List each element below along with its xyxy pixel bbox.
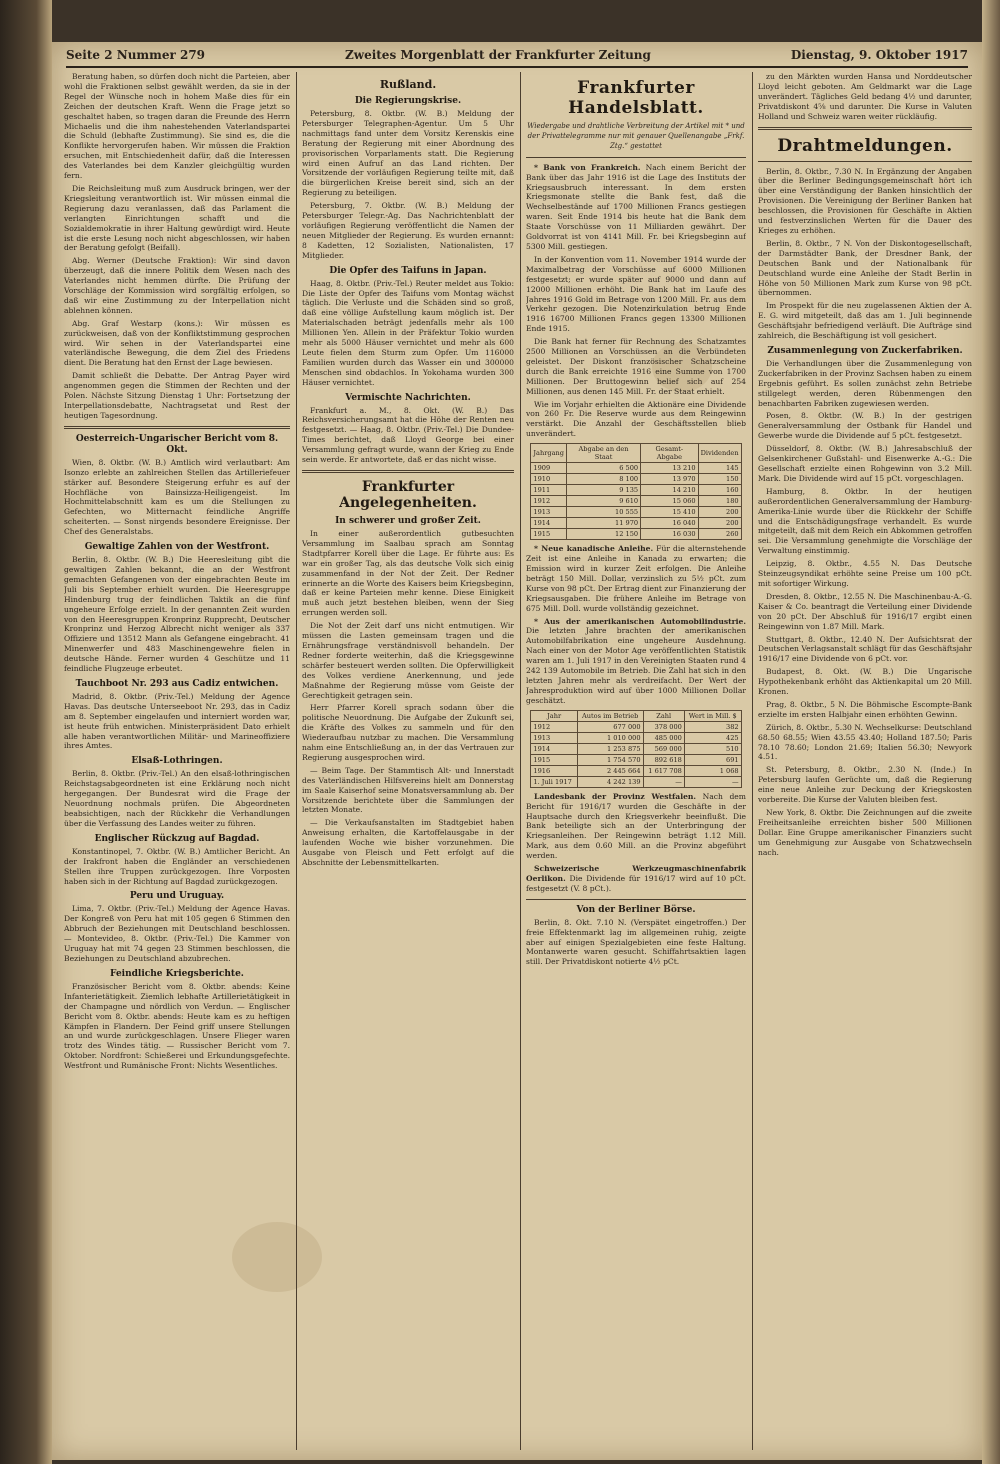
table-header-cell: Dividenden [698, 444, 741, 463]
article-text: Berlin, 8. Oktbr. (W. B.) Die Heeresleitung gibt die gewaltigen Zahlen bekannt, die an der Westfront gemachten Gefangenen von der eingebrachten Beute im Juli bis September erhielt wurden. Die Heeresgruppe Hindenburg trug der feindlichen Taktik an die fünf ungeheure Erfolge erzielt. In der genannten Zeit wurden von den Heeresgruppen Kronprinz Rupprecht, Deutscher Kronprinz und Herzog Albrecht nicht weniger als 337 Offiziere und 13512 Mann als Gefangene eingebracht. 41 Minenwerfer und 483 Maschinengewehre fielen in deutsche Hände. Ferner wurden 4 Geschütze und 11 feindliche Flugzeuge erbeutet. [64, 555, 290, 674]
headline: Elsaß-Lothringen. [131, 756, 223, 767]
article-text: Petersburg, 7. Oktbr. (W. B.) Meldung der Petersburger Telegr.-Ag. Das Nachrichtenblatt der vorläufigen Regierung veröffentlicht die Namen der neuen Mitglieder der Regierung. Es wurden ernannt: 8 Kadetten, 12 Sozialisten, Nationalisten, 17 Mitglieder. [302, 201, 514, 260]
table-cell: 1915 [531, 529, 567, 540]
table-header-cell: Jahr [531, 710, 577, 721]
table-cell: 2 445 664 [577, 765, 643, 776]
table-body [531, 721, 741, 787]
table-row [531, 721, 741, 732]
article-body: Nach einem Bericht der Bank über das Jahr 1916 ist die Lage des Instituts der Kriegsausbruch interessant. In dem ersten Kriegsmonate stellte die Bank fest, daß die Wechselbestände auf 1700 Millionen Francs gestiegen waren. Seit Ende 1914 bis heute hat die Bank dem Staate Vorschüsse von 11 Milliarden gewährt. Der Goldvorrat ist von 4141 Mill. Fr. bei Kriegsbeginn auf 5300 Mill. gestiegen. [526, 162, 746, 251]
article-text: Hamburg, 8. Oktbr. In der heutigen außerordentlichen Generalversammlung der Hamburg-Amerika-Linie wurde über die Rückkehr der Schiffe und die Entschädigungsfrage verhandelt. Es wurde mitgeteilt, daß mit dem Reich ein Abkommen getroffen sei. Die Versammlung genehmigte die Vorschläge der Verwaltung einstimmig. [758, 486, 972, 556]
article-text [526, 163, 746, 252]
divider [526, 899, 746, 900]
table-cell: 9 610 [567, 496, 641, 507]
table-header-cell: Jahrgang [531, 444, 567, 463]
divider [758, 161, 972, 162]
article-text: Im Prospekt für die neu zugelassenen Aktien der A. E. G. wird mitgeteilt, daß das am 1. Juli beginnende Geschäftsjahr befriedigend verläuft. Die Aufträge sind zahlreich, die Beschäftigung ist voll gesichert. [758, 301, 972, 341]
article-text: Abg. Graf Westarp (kons.): Wir müssen es zurückweisen, daß von der Konfliktstimmung gesprochen wird. Wir sehen in der Vaterlandspartei eine vaterländische Bewegung, die dem Ziel des Friedens dient. Die Beratung hat den Ernst der Lage bewiesen. [64, 318, 290, 368]
headline: Tauchboot Nr. 293 aus Cadiz entwichen. [75, 678, 279, 689]
table-cell: 892 618 [643, 754, 684, 765]
table-row [531, 732, 741, 743]
header-page-number: Seite 2 Nummer 279 [66, 48, 206, 62]
book-spine [0, 0, 52, 1464]
article-lead: * Bank von Frankreich. [534, 162, 641, 172]
header-date: Dienstag, 9. Oktober 1917 [790, 48, 968, 62]
table-cell: 382 [684, 721, 741, 732]
article-text: Französischer Bericht vom 8. Oktbr. abends: Keine Infanterietätigkeit. Ziemlich lebhafte Artillerietätigkeit in der Champagne und nördlich von Verdun. — Englischer Bericht vom 8. Oktbr. abends: Heute kam es zu heftigen Kämpfen in Flandern. Der Feind griff unsere Stellungen an und wurde zurückgeschlagen. Unsere Flieger waren trotz des Windes tätig. — Russischer Bericht vom 7. Oktober. Nordfront: Schießerei und Erkundungsgefechte. Westfront und Rumänische Front: Nichts Wesentliches. [64, 981, 290, 1071]
table-cell: 180 [698, 496, 741, 507]
article-text: St. Petersburg, 8. Oktbr., 2.30 N. (Inde.) In Petersburg laufen Gerüchte um, daß die Regierung eine neue Anleihe zur Deckung der Kriegskosten vorbereite. Die Kurse der Valuten bleiben fest. [758, 765, 972, 805]
headline: Englischer Rückzug auf Bagdad. [94, 833, 260, 844]
table-cell: 1913 [531, 507, 567, 518]
article-text: Frankfurt a. M., 8. Okt. (W. B.) Das Reichsversicherungsamt hat die Höhe der Renten neu festgesetzt. — Haag, 8. Oktbr. (Priv.-Tel.) Die Dundee-Times berichtet, daß Lloyd George bei einer Versammlung gefragt wurde, wann der Krieg zu Ende sein werde. Er antwortete, daß er das nicht wisse. [302, 405, 514, 465]
article-text: Wie im Vorjahr erhielten die Aktionäre eine Dividende von 260 Fr. Die Reserve wurde aus dem Reingewinn verstärkt. Die Anzahl der Geschäftsstellen blieb unverändert. [526, 399, 746, 439]
table-header-cell: Zahl [643, 710, 684, 721]
article-text: Die Verhandlungen über die Zusammenlegung von Zuckerfabriken in der Provinz Sachsen haben zu einem Ergebnis geführt. Es sollen zunächst zehn Betriebe stillgelegt werden, deren Rübenmengen den benachbarten Fabriken zugewiesen werden. [758, 358, 972, 408]
table-cell: 1 617 708 [643, 765, 684, 776]
article-text: zu den Märkten wurden Hansa und Norddeutscher Lloyd leicht geboten. Am Geldmarkt war die Lage unverändert. Tägliches Geld bedang 4½ und darunter, Privatdiskont 4⅝ und darunter. Die Kurse in Valuten Holland und Schweiz waren weiter rückläufig. [758, 72, 972, 121]
table-cell: 677 000 [577, 721, 643, 732]
table-cell: 1 068 [684, 765, 741, 776]
article-text: Berlin, 8. Oktbr., 7.30 N. In Ergänzung der Angaben über die Berliner Bedingungsgemeinschaft hört ich über eine Verständigung der Banken hinsichtlich der Provisionen. Die Vereinigung der Berliner Banken hat beschlossen, die Provisionen für Geschäfte in Aktien und festverzinslichen Werten für die Dauer des Krieges zu erhöhen. [758, 166, 972, 235]
table-header-cell: Autos im Betrieb [577, 710, 643, 721]
headline: Die Regierungskrise. [354, 96, 462, 106]
table-cell: 13 210 [641, 463, 698, 474]
header-publication: Zweites Morgenblatt der Frankfurter Zeitung [344, 48, 651, 62]
table-row [531, 507, 741, 518]
article-text: Budapest, 8. Okt. (W. B.) Die Ungarische Hypothekenbank erhöht das Aktienkapital um 20 Mill. Kronen. [758, 667, 972, 697]
article-text: Petersburg, 8. Oktbr. (W. B.) Meldung der Petersburger Telegraphen-Agentur. Um 5 Uhr nachmittags fand unter dem Vorsitz Kerenskis eine Beratung der Regierung mit einer Abordnung des provisorischen Vorparlaments statt. Die Regierung wird einen Aufruf an das Land richten. Der Vorsitzende der vorläufigen Regierung teilte mit, daß die bürgerlichen Kreise bereit sind, sich an der Regierung zu beteiligen. [302, 109, 514, 198]
table-cell: 691 [684, 754, 741, 765]
column-3 [526, 72, 746, 1452]
article-text [526, 792, 746, 861]
article-text: Die Not der Zeit darf uns nicht entmutigen. Wir müssen die Lasten gemeinsam tragen und die Ernährungsfrage verständnisvoll behandeln. Der Redner forderte weiterhin, daß die Kriegsgewinne schärfer besteuert werden sollten. Die Opferwilligkeit des Volkes verdiene Anerkennung, und jede Maßnahme der Regierung müsse vom Geiste der Gerechtigkeit getragen sein. [302, 621, 514, 700]
table-cell: 15 410 [641, 507, 698, 518]
table-row [531, 765, 741, 776]
article-text: Madrid, 8. Oktbr. (Priv.-Tel.) Meldung der Agence Havas. Das deutsche Unterseeboot Nr. 293, das in Cadiz am 8. September eingelaufen und interniert worden war, ist heute früh entwichen. Ministerpräsident Dato erhielt alle haben verantwortlichen Militär- und Marineoffiziere ihres Amtes. [64, 691, 290, 751]
table-cell: 1909 [531, 463, 567, 474]
table-cell: 16 040 [641, 518, 698, 529]
section-subtitle: Wiedergabe und drahtliche Verbreitung der Artikel mit * und der Privattelegramme nur mit genauer Quellenangabe „Frkf. Ztg.“ gestattet [527, 122, 745, 150]
table-cell: 1 010 000 [577, 732, 643, 743]
article-body: Die letzten Jahre brachten der amerikanischen Automobilfabrikation eine ungeheure Ausdehnung. Nach einer von der Motor Age veröffentlichten Statistik waren am 1. Juli 1917 in den Vereinigten Staaten rund 4 242 139 Automobile im Betrieb. Die Zahl hat sich in den letzten Jahren mehr als verdreifacht. Der Wert der Jahresproduktion wird auf über 1000 Millionen Dollar geschätzt. [526, 626, 746, 705]
article-text: Düsseldorf, 8. Oktbr. (W. B.) Jahresabschluß der Gelsenkirchener Gußstahl- und Eisenwerke A.-G.: Die Gesellschaft erzielte einen Rohgewinn von 3.2 Mill. Mark. Die Dividende wird auf 15 pCt. vorgeschlagen. [758, 444, 972, 483]
column-rule [520, 72, 521, 1450]
article-text: Dresden, 8. Oktbr., 12.55 N. Die Maschinenbau-A.-G. Kaiser & Co. beantragt die Verteilung einer Dividende von 20 pCt. Der Abschluß für 1916/17 ergibt einen Reingewinn von 1.87 Mill. Mark. [758, 591, 972, 631]
headline: Peru und Uruguay. [129, 891, 225, 902]
table-cell: 1914 [531, 518, 567, 529]
article-text: New York, 8. Oktbr. Die Zeichnungen auf die zweite Freiheitsanleihe erreichten bisher 500 Millionen Dollar. Eine Gruppe amerikanischer Finanziers sucht um Genehmigung zur Ausgabe von Schatzwechseln nach. [758, 808, 972, 857]
table-cell: 1913 [531, 732, 577, 743]
table-cell: 485 000 [643, 732, 684, 743]
article-text: Wien, 8. Oktbr. (W. B.) Amtlich wird verlautbart: Am Isonzo erlebte an zahlreichen Stellen das Artilleriefeuer stärker auf. Besondere Steigerung erfuhr es auf der Hochfläche von Bainsizza-Heiligengeist. Im Hochmittelabschnitt kam es um die Stellungen zu Gefechten, wo Mitternacht feindliche Angriffe scheiterten. — Sonst nirgends besondere Ereignisse. Der Chef des Generalstabs. [64, 457, 290, 537]
table-cell: 145 [698, 463, 741, 474]
column-4 [758, 72, 972, 1452]
table-cell: 1911 [531, 485, 567, 496]
divider [758, 127, 972, 130]
table-cell: — [684, 776, 741, 787]
newspaper-page [52, 42, 982, 1460]
headline: Gewaltige Zahlen von der Westfront. [84, 542, 270, 553]
table-cell: 14 210 [641, 485, 698, 496]
table-header-row [531, 444, 741, 463]
article-text: Lima, 7. Oktbr. (Priv.-Tel.) Meldung der Agence Havas. Der Kongreß von Peru hat mit 105 gegen 6 Stimmen den Abbruch der Beziehungen mit Deutschland beschlossen. — Montevideo, 8. Oktbr. (Priv.-Tel.) Die Kammer von Uruguay hat mit 74 gegen 23 Stimmen beschlossen, die Beziehungen zu Deutschland abzubrechen. [64, 904, 290, 963]
column-2 [302, 72, 514, 1452]
article-text: Die Reichsleitung muß zum Ausdruck bringen, wer der Kriegsleitung verantwortlich ist. Wir müssen einmal die Regierung dazu veranlassen, daß das Parlament die verlangten Einrichtungen schafft und die Sozialdemokratie in ihrer Haltung gewürdigt wird. Heute ist die erste Lesung noch nicht abgeschlossen, wir haben der Beratung gefolgt (Beifall). [64, 183, 290, 253]
article-text: Berlin, 8. Oktbr., 7 N. Von der Diskontogesellschaft, der Darmstädter Bank, der Dresdner Bank, der Deutschen Bank und der Nationalbank für Deutschland wurde eine Anleihe der Stadt Berlin in Höhe von 50 Millionen Mark zum Kurse von 98 pCt. übernommen. [758, 238, 972, 298]
headline: Zusammenlegung von Zuckerfabriken. [767, 345, 963, 356]
article-text [526, 617, 746, 706]
table-cell: 1914 [531, 743, 577, 754]
article-body: Die Dividende für 1916/17 wird auf 10 pCt. festgesetzt (V. 8 pCt.). [526, 873, 746, 893]
table-row [531, 518, 741, 529]
table-cell: 425 [684, 732, 741, 743]
table-cell: 1 754 570 [577, 754, 643, 765]
page-header [66, 48, 968, 68]
table-header-row [531, 710, 741, 721]
article-text: Abg. Werner (Deutsche Fraktion): Wir sind davon überzeugt, daß die innere Politik dem Wesen nach des Vaterlandes nicht hemmen dürfte. Die Prüfung der Vorschläge der Kommission wird sorgfältig erfolgen, so daß wir eine Zustimmung zu der Interpellation nicht ablehnen können. [64, 256, 290, 315]
section-heading: Rußland. [379, 78, 437, 91]
bank-statistics-table [530, 443, 741, 540]
section-title: Frankfurter Handelsblatt. [568, 78, 704, 118]
table-cell: 260 [698, 529, 741, 540]
article-text [526, 544, 746, 613]
table-cell: 8 100 [567, 474, 641, 485]
table-cell: 10 555 [567, 507, 641, 518]
table-cell: 569 000 [643, 743, 684, 754]
headline: Von der Berliner Börse. [576, 904, 696, 915]
table-cell: 6 500 [567, 463, 641, 474]
table-row [531, 529, 741, 540]
table-cell: — [643, 776, 684, 787]
table-row [531, 754, 741, 765]
table-header-cell: Wert in Mill. $ [684, 710, 741, 721]
automobile-table [530, 710, 741, 788]
article-body: Nach dem Bericht für 1916/17 wurden die Geschäfte in der Hauptsache durch den Kriegsverkehr beeinflußt. Die Bank beteiligte sich an der Unterbringung der Kriegsanleihen. Der Reingewinn beträgt 1.12 Mill. Mark, aus dem 0.60 Mill. an die Provinz abgeführt werden. [526, 791, 746, 861]
table-cell: 378 000 [643, 721, 684, 732]
table-cell: 1916 [531, 765, 577, 776]
divider [302, 470, 514, 473]
article-lead: * Aus der amerikanischen Automobilindustrie. [534, 616, 746, 626]
column-rule [296, 72, 297, 1450]
table-cell: 12 150 [567, 529, 641, 540]
table-header-cell: Abgabe an den Staat [567, 444, 641, 463]
headline: Oesterreich-Ungarischer Bericht vom 8. Okt. [75, 433, 279, 455]
article-body: Für die alternstehende Zeit ist eine Anleihe in Kanada zu erwarten; die Emission wird in kurzer Zeit erfolgen. Die Anleihe beträgt 150 Mill. Dollar, verzinslich zu 5½ pCt. zum Kurse von 98 pCt. Der Ertrag dient zur Finanzierung der Kriegsausgaben. Die frühere Anleihe im Betrage von 675 Mill. Doll. wurde vollständig gezeichnet. [526, 544, 746, 613]
table-cell: 13 970 [641, 474, 698, 485]
table-cell: 200 [698, 518, 741, 529]
article-lead: Landesbank der Provinz Westfalen. [534, 791, 697, 801]
table-row [531, 485, 741, 496]
column-1 [64, 72, 290, 1452]
headline: Die Opfer des Taifuns in Japan. [329, 265, 487, 276]
article-text: Berlin, 8. Oktbr. (Priv.-Tel.) An den elsaß-lothringischen Reichstagsabgeordneten ist eine Erklärung noch nicht hergegangen. Der Bundesrat wird die Frage der Neuordnung nochmals prüfen. Die Abgeordneten beabsichtigen, nach der Rückkehr die Verhandlungen über die Verfassung des Landes weiter zu führen. [64, 769, 290, 828]
table-cell: 1 253 875 [577, 743, 643, 754]
table-cell: 16 030 [641, 529, 698, 540]
headline: In schwerer und großer Zeit. [335, 516, 481, 526]
table-row [531, 743, 741, 754]
table-cell: 1912 [531, 496, 567, 507]
table-cell: 4 242 139 [577, 776, 643, 787]
table-cell: 9 135 [567, 485, 641, 496]
article-text: Herr Pfarrer Korell sprach sodann über die politische Neuordnung. Die Aufgabe der Zukunft sei, die Kräfte des Volkes zu sammeln und für den Wiederaufbau nutzbar zu machen. Die Versammlung nahm eine Entschließung an, in der das Vertrauen zur Regierung ausgesprochen wird. [302, 703, 514, 762]
table-cell: 1915 [531, 754, 577, 765]
article-text: Konstantinopel, 7. Oktbr. (W. B.) Amtlicher Bericht. An der Irakfront haben die Engländer an verschiedenen Stellen ihre Truppen zurückgezogen. Ihre Vorposten haben sich in der Richtung auf Bagdad zurückgezogen. [64, 846, 290, 886]
column-rule [752, 72, 753, 1450]
table-row [531, 463, 741, 474]
article-text: Die Bank hat ferner für Rechnung des Schatzamtes 2500 Millionen an Vorschüssen an die Verbündeten geleistet. Der Diskont französischer Schatzscheine durch die Bank erreichte 1916 eine Summe von 1700 Millionen. Der Bruttogewinn belief sich auf 254 Millionen, aus denen 145 Mill. Fr. der Staat erhielt. [526, 337, 746, 396]
table-cell: 510 [684, 743, 741, 754]
table-row [531, 776, 741, 787]
table-cell: 1910 [531, 474, 567, 485]
table-cell: 11 970 [567, 518, 641, 529]
article-text: — Beim Tage. Der Stammtisch Alt- und Innerstadt des Vaterländischen Hilfsvereins hielt am Donnerstag im Saale Kaiserhof seine Monatsversammlung ab. Der Vorsitzende berichtete über die Sammlungen der letzten Monate. [302, 765, 514, 815]
article-text: Posen, 8. Oktbr. (W. B.) In der gestrigen Generalversammlung der Ostbank für Handel und Gewerbe wurde die Dividende auf 5 pCt. festgesetzt. [758, 411, 972, 441]
article-lead: Schweizerische Werkzeugmaschinenfabrik Oerlikon. [526, 864, 746, 883]
table-body [531, 463, 741, 540]
article-text: Beratung haben, so dürfen doch nicht die Parteien, aber wohl die Fraktionen selbst gewählt werden, da sie in der Regel der Wünsche noch in hohem Maße dies für ein Zeichen der deutschen Kraft. Wenn die Frage jetzt so geschaltet haben, so tragen daran die Freunde des Herrn Michaelis und die ihm nahestehenden Vaterlandspartei die Schuld (lebhafte Zustimmung). Sie sind es, die die Konflikte hervorgerufen haben. Wir müssen die Fraktion ersuchen, mit Entschiedenheit dafür, daß die Interessen des Vaterlandes bei dem Kanzler gleichgültig wurden fern. [64, 72, 290, 181]
article-text: In der Konvention vom 11. November 1914 wurde der Maximalbetrag der Vorschüsse auf 6000 Millionen festgesetzt; er wurde später auf 9000 und dann auf 12000 Millionen erhöht. Die Bank hat im Laufe des Jahres 1916 Gold im Betrage von 1200 Mill. Fr. aus dem Verkehr gezogen. Die Notenzirkulation betrug Ende 1916 16700 Millionen Francs gegen 13300 Millionen Ende 1915. [526, 254, 746, 334]
page-edge [982, 0, 1000, 1464]
article-text: Leipzig, 8. Oktbr., 4.55 N. Das Deutsche Steinzeugsyndikat erhöhte seine Preise um 100 pCt. mit sofortiger Wirkung. [758, 559, 972, 588]
article-text [526, 864, 746, 894]
article-text: In einer außerordentlich gutbesuchten Versammlung im Saalbau sprach am Sonntag Stadtpfarrer Korell über die Lage. Er führte aus: Es war ein großer Tag, als das deutsche Volk sich einig zusammenfand in der Not der Zeit. Der Redner erinnerte an die Worte des Kaisers beim Kriegsbeginn, daß er keine Parteien mehr kenne. Diese Einigkeit muß auch jetzt bestehen bleiben, wenn der Sieg errungen werden soll. [302, 529, 514, 618]
table-cell: 1912 [531, 721, 577, 732]
article-text: — Die Verkaufsanstalten im Stadtgebiet haben Anweisung erhalten, die Kartoffelausgabe in der laufenden Woche wie bisher vorzunehmen. Die Ausgabe von Fleisch und Fett erfolgt auf die Abschnitte der Lebensmittelkarten. [302, 818, 514, 867]
table-header-cell: Gesamt-Abgabe [641, 444, 698, 463]
table-cell: 200 [698, 507, 741, 518]
article-text: Berlin, 8. Okt. 7.10 N. (Verspätet eingetroffen.) Der freie Effektenmarkt lag im allgemeinen ruhig, zeigte aber auf einigen Spezialgebieten eine feste Haltung. Montanwerte waren gesucht. Schiffahrtsaktien lagen still. Der Privatdiskont notierte 4½ pCt. [526, 917, 746, 967]
table-cell: 1. Juli 1917 [531, 776, 577, 787]
table-row [531, 474, 741, 485]
article-text: Haag, 8. Oktbr. (Priv.-Tel.) Reuter meldet aus Tokio: Die Liste der Opfer des Taifuns vom Montag wächst täglich. Die Verluste und die Schäden sind so groß, daß eine völlige Aufstellung kaum möglich ist. Der Materialschaden beträgt jedenfalls mehr als 100 Millionen Yen. Allein in der Präfektur Tokio wurden mehr als 5000 Häuser vernichtet und mehr als 600 Leute fielen dem Sturm zum Opfer. Um 116000 Familien wurden durch das Wasser ein und 300000 Menschen sind obdachlos. In Yokohama wurden 300 Häuser vernichtet. [302, 278, 514, 387]
headline: Vermischte Nachrichten. [345, 392, 471, 403]
table-cell: 160 [698, 485, 741, 496]
article-text: Damit schließt die Debatte. Der Antrag Payer wird angenommen gegen die Stimmen der Rechten und der Polen. Nächste Sitzung Dienstag 1 Uhr: Fortsetzung der Interpellationsdebatte, Nachtragsetat und Rest der heutigen Tagesordnung. [64, 371, 290, 420]
article-text: Zürich, 8. Oktbr., 5.30 N. Wechselkurse: Deutschland 68.50 68.55; Wien 43.55 43.40; Holland 187.50; Paris 78.10 78.60; London 21.69; Italien 56.30; Newyork 4.51. [758, 722, 972, 762]
section-heading: Frankfurter Angelegenheiten. [339, 479, 477, 511]
divider [526, 157, 746, 158]
table-row [531, 496, 741, 507]
section-title: Drahtmeldungen. [777, 135, 953, 156]
divider [64, 426, 290, 429]
article-text: Stuttgart, 8. Oktbr., 12.40 N. Der Aufsichtsrat der Deutschen Verlagsanstalt schlägt für das Geschäftsjahr 1916/17 eine Dividende von 6 pCt. vor. [758, 634, 972, 664]
article-text: Prag, 8. Oktbr., 5 N. Die Böhmische Escompte-Bank erzielte im ersten Halbjahr einen erhöhten Gewinn. [758, 699, 972, 719]
table-cell: 150 [698, 474, 741, 485]
headline: Feindliche Kriegsberichte. [110, 968, 244, 979]
article-lead: * Neue kanadische Anleihe. [534, 544, 654, 554]
table-cell: 15 060 [641, 496, 698, 507]
